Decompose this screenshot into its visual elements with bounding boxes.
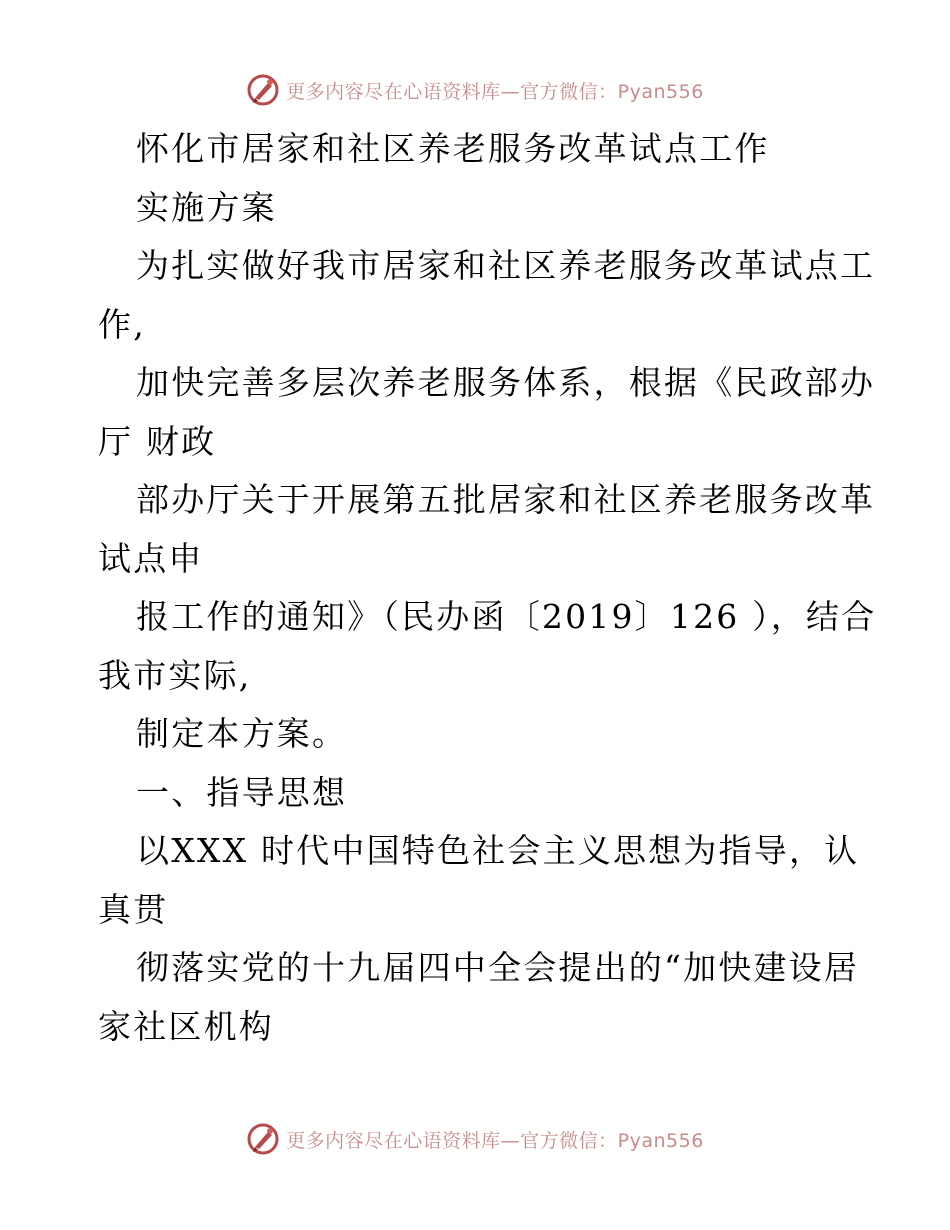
header-watermark <box>0 70 950 110</box>
paragraph-line: 厅 财政 <box>98 421 217 461</box>
watermark-text: 更多内容尽在心语资料库—官方微信：Pyan556 <box>286 80 704 103</box>
paragraph-line: 以XXX 时代中国特色社会主义思想为指导，认 <box>136 831 860 870</box>
paragraph-line: 真贯 <box>98 889 169 929</box>
paragraph-line: 报工作的通知》（民办函〔2019〕126 ），结合 <box>136 597 877 636</box>
footer-watermark <box>0 1119 950 1159</box>
paragraph-line: 加快完善多层次养老服务体系，根据《民政部办 <box>136 363 876 402</box>
paragraph-line: 为扎实做好我市居家和社区养老服务改革试点工 <box>136 246 876 285</box>
document-body <box>98 120 877 1056</box>
document-title: 怀化市居家和社区养老服务改革试点工作 <box>136 129 770 168</box>
document-subtitle: 实施方案 <box>136 187 277 227</box>
watermark-text: 更多内容尽在心语资料库—官方微信：Pyan556 <box>286 1129 704 1152</box>
paragraph-line: 彻落实党的十九届四中全会提出的“加快建设居 <box>136 948 860 987</box>
paragraph-line: 试点申 <box>98 538 204 578</box>
paragraph-line: 我市实际, <box>98 655 252 695</box>
pen-logo-icon <box>246 73 280 107</box>
paragraph-line: 家社区机构 <box>98 1006 274 1046</box>
paragraph-line: 制定本方案。 <box>136 714 348 753</box>
section-heading: 一、指导思想 <box>136 772 348 812</box>
paragraph-line: 部办厅关于开展第五批居家和社区养老服务改革 <box>136 480 876 519</box>
paragraph-line: 作, <box>98 304 146 344</box>
pen-logo-icon <box>246 1122 280 1156</box>
